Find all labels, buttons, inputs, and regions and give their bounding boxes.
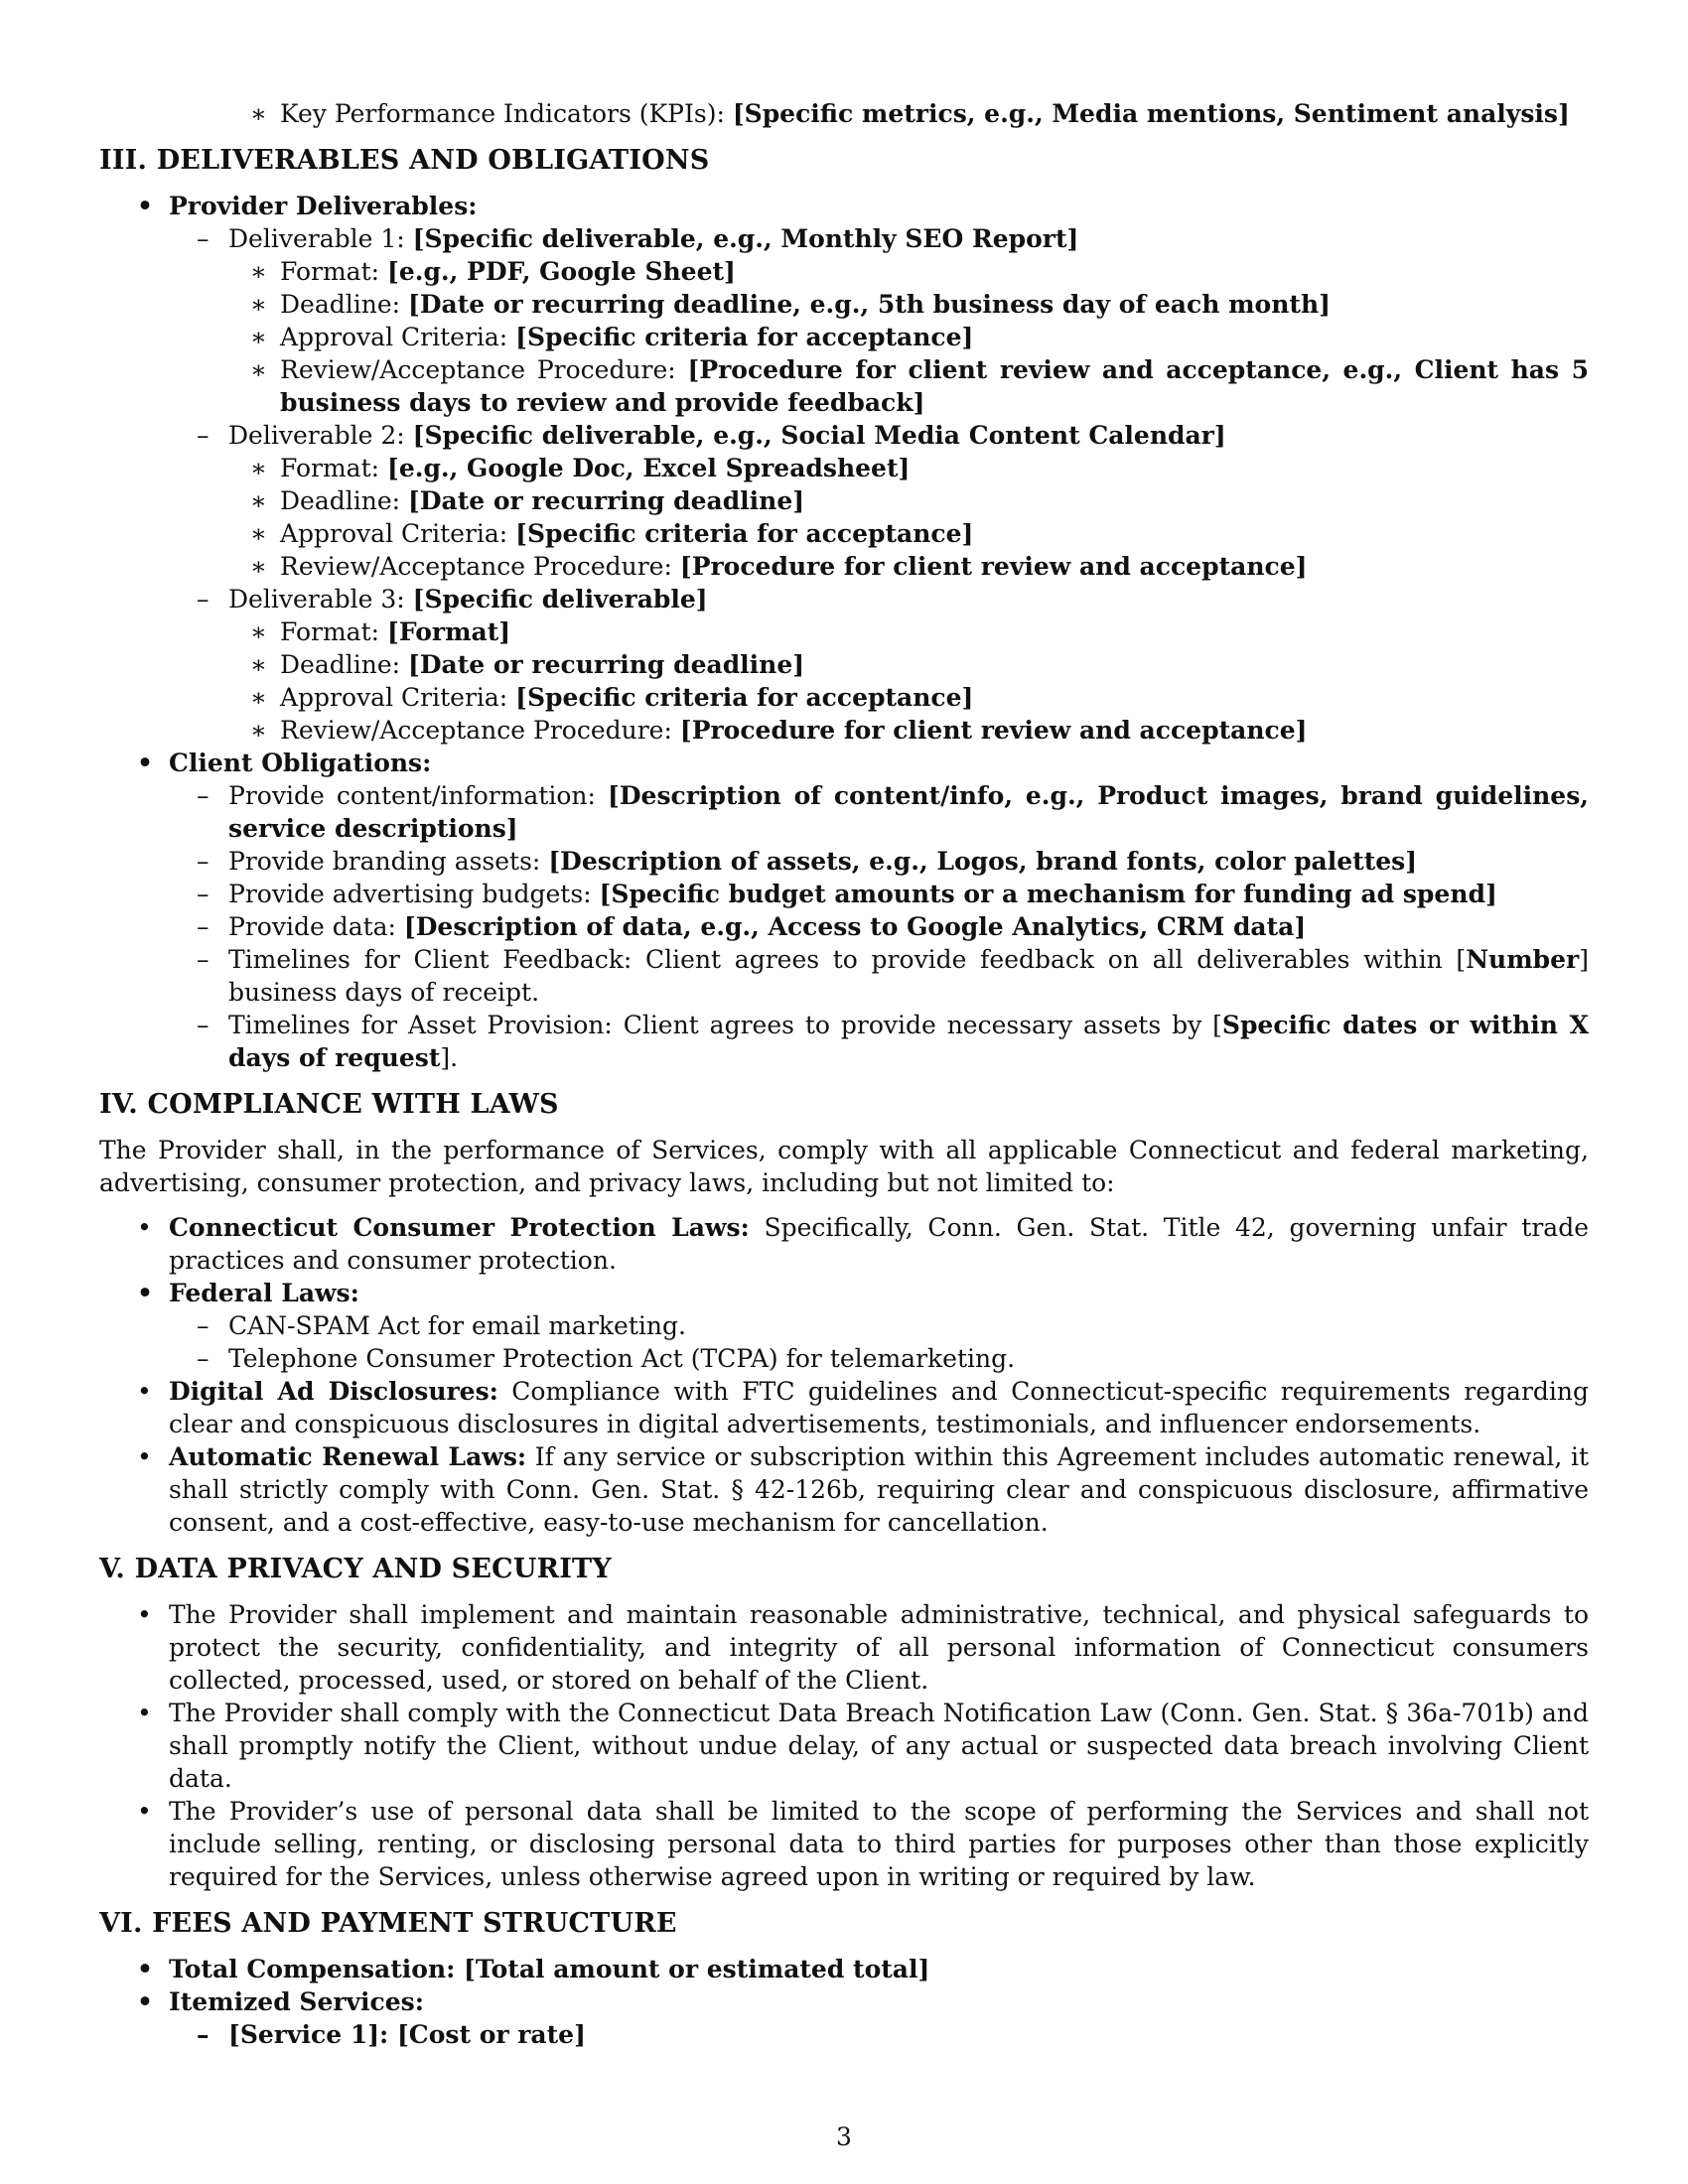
kpi-list — [99, 97, 1589, 130]
privacy-safeguards: • The Provider shall implement and maintain reasonable administrative, technical, and physical safeguards to protect the security, confidentiality, and integrity of all personal information of Connecticut consumers collected, processed, used, or stored on behalf of the Client. — [99, 1598, 1589, 1697]
section-heading-fees: VI. FEES AND PAYMENT STRUCTURE — [99, 1908, 677, 1939]
deliverable-2-format: ∗ Format: [e.g., Google Doc, Excel Spreadsheet] — [99, 452, 1589, 484]
deliverable-3-format: ∗ Format: [Format] — [99, 615, 1589, 648]
deliverable-2-review: ∗ Review/Acceptance Procedure: [Procedure for client review and acceptance] — [99, 550, 1589, 583]
deliverable-2-deadline: ∗ Deadline: [Date or recurring deadline] — [99, 484, 1589, 517]
itemized-services-title: • Itemized Services: — [99, 1985, 1589, 2018]
provider-deliverables-title: • Provider Deliverables: — [99, 190, 1589, 222]
deliverable-1-approval: ∗ Approval Criteria: [Specific criteria for acceptance] — [99, 321, 1589, 353]
deliverable-2: – Deliverable 2: [Specific deliverable, e.g., Social Media Content Calendar] — [99, 419, 1589, 452]
deliverable-1: – Deliverable 1: [Specific deliverable, e.g., Monthly SEO Report] — [99, 222, 1589, 255]
section-heading-privacy: V. DATA PRIVACY AND SECURITY — [99, 1554, 612, 1584]
client-budgets: – Provide advertising budgets: [Specific budget amounts or a mechanism for funding ad spend] — [99, 878, 1589, 910]
client-branding: – Provide branding assets: [Description of assets, e.g., Logos, brand fonts, color palettes] — [99, 845, 1589, 878]
service-1: – [Service 1]: [Cost or rate] — [99, 2018, 1589, 2051]
compliance-list — [99, 1211, 1589, 1539]
privacy-data-use: • The Provider’s use of personal data shall be limited to the scope of performing the Services and shall not include selling, renting, or disclosing personal data to third parties for purposes other than those explicitly required for the Services, unless otherwise agreed upon in writing or required by law. — [99, 1795, 1589, 1893]
total-compensation: • Total Compensation: [Total amount or estimated total] — [99, 1953, 1589, 1985]
client-obligations-title: • Client Obligations: — [99, 747, 1589, 779]
deliverable-3-approval: ∗ Approval Criteria: [Specific criteria for acceptance] — [99, 681, 1589, 714]
deliverable-3-deadline: ∗ Deadline: [Date or recurring deadline] — [99, 648, 1589, 681]
deliverable-3-review: ∗ Review/Acceptance Procedure: [Procedure for client review and acceptance] — [99, 714, 1589, 747]
automatic-renewal-laws: • Automatic Renewal Laws: If any service or subscription within this Agreement includes automatic renewal, it shall strictly comply with Conn. Gen. Stat. § 42-126b, requiring clear and conspicuous disclosure, affirmative consent, and a cost-effective, easy-to-use mechanism for cancellation. — [99, 1440, 1589, 1539]
deliverable-1-format: ∗ Format: [e.g., PDF, Google Sheet] — [99, 255, 1589, 288]
client-asset-timeline: – Timelines for Asset Provision: Client agrees to provide necessary assets by [Specific dates or within X days of request]. — [99, 1009, 1589, 1074]
compliance-intro: The Provider shall, in the performance of Services, comply with all applicable Connecticut and federal marketing, advertising, consumer protection, and privacy laws, including but not limited to: — [99, 1136, 1589, 1197]
deliverables-list — [99, 190, 1589, 1074]
deliverable-1-review: ∗ Review/Acceptance Procedure: [Procedure for client review and acceptance, e.g., Client has 5 business days to review and provide feedback] — [99, 353, 1589, 419]
digital-ad-disclosures: • Digital Ad Disclosures: Compliance with FTC guidelines and Connecticut-specific requirements regarding clear and conspicuous disclosures in digital advertisements, testimonials, and influencer endorsements. — [99, 1375, 1589, 1440]
ct-consumer-protection: • Connecticut Consumer Protection Laws: Specifically, Conn. Gen. Stat. Title 42, governing unfair trade practices and consumer protection. — [99, 1211, 1589, 1277]
client-content: – Provide content/information: [Description of content/info, e.g., Product images, brand guidelines, service descriptions] — [99, 779, 1589, 845]
page-number: 3 — [836, 2122, 852, 2151]
federal-law-canspam: – CAN-SPAM Act for email marketing. — [99, 1309, 1589, 1342]
section-heading-compliance: IV. COMPLIANCE WITH LAWS — [99, 1089, 559, 1120]
federal-law-tcpa: – Telephone Consumer Protection Act (TCPA) for telemarketing. — [99, 1342, 1589, 1375]
deliverable-3: – Deliverable 3: [Specific deliverable] — [99, 583, 1589, 615]
client-feedback-timeline: – Timelines for Client Feedback: Client agrees to provide feedback on all deliverables within [Number] business days of receipt. — [99, 943, 1589, 1009]
deliverable-1-deadline: ∗ Deadline: [Date or recurring deadline, e.g., 5th business day of each month] — [99, 288, 1589, 321]
federal-laws-title: • Federal Laws: — [99, 1277, 1589, 1309]
document-page — [99, 97, 1589, 2051]
deliverable-2-approval: ∗ Approval Criteria: [Specific criteria for acceptance] — [99, 517, 1589, 550]
privacy-list — [99, 1598, 1589, 1893]
kpi-item: ∗ Key Performance Indicators (KPIs): [Specific metrics, e.g., Media mentions, Sentiment analysis] — [99, 97, 1589, 130]
fees-list — [99, 1953, 1589, 2051]
privacy-breach-notification: • The Provider shall comply with the Connecticut Data Breach Notification Law (Conn. Gen. Stat. § 36a-701b) and shall promptly notify the Client, without undue delay, of any actual or suspected data breach involving Client data. — [99, 1697, 1589, 1795]
section-heading-deliverables: III. DELIVERABLES AND OBLIGATIONS — [99, 145, 710, 176]
client-data: – Provide data: [Description of data, e.g., Access to Google Analytics, CRM data] — [99, 910, 1589, 943]
